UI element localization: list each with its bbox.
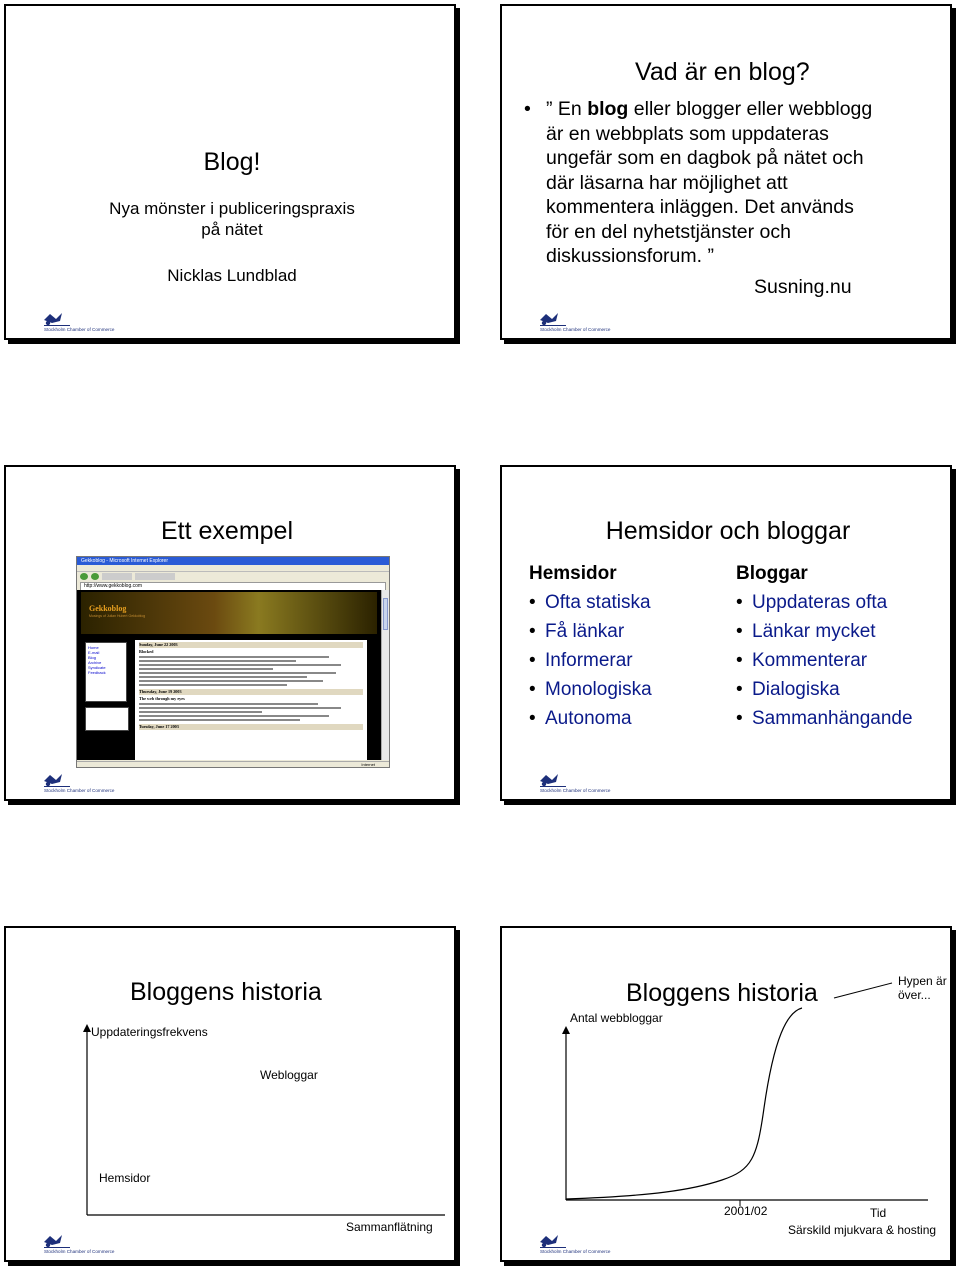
post-date: Sunday, June 22 2003: [139, 642, 363, 648]
quote-line: för en del nyhetstjänster och: [546, 220, 791, 243]
list-item: • Dialogiska: [736, 679, 840, 700]
slide-6: [500, 926, 952, 1262]
list-item: • Få länkar: [529, 621, 625, 642]
axes: [6, 928, 456, 1262]
nav-link[interactable]: Blog: [88, 655, 97, 660]
list-item: • Sammanhängande: [736, 708, 913, 729]
address-bar: http://www.gekkoblog.com: [80, 582, 386, 591]
svg-text:Stockholm Chamber of Commerce: Stockholm Chamber of Commerce: [540, 1249, 611, 1254]
chamber-logo: [538, 310, 616, 332]
nav-link[interactable]: E-mail: [88, 650, 100, 655]
blog-name: Gekkoblog: [89, 604, 127, 613]
slide-3: [4, 465, 456, 801]
chamber-logo-icon: [42, 771, 120, 793]
y-axis-arrow: [83, 1024, 91, 1032]
svg-text:Stockholm Chamber of Commerce: Stockholm Chamber of Commerce: [44, 788, 115, 793]
svg-text:Stockholm Chamber of Commerce: Stockholm Chamber of Commerce: [44, 327, 115, 332]
quote-line: kommentera inläggen. Det används: [546, 196, 854, 218]
y-axis-label: Uppdateringsfrekvens: [91, 1025, 208, 1039]
chamber-logo-icon: [42, 310, 120, 332]
list-item: • Informerar: [529, 650, 633, 671]
label-webloggar: Webloggar: [260, 1068, 318, 1082]
nav-link[interactable]: Archive: [88, 660, 102, 665]
slide-5: [4, 926, 456, 1262]
slide-title: Vad är en blog?: [635, 58, 810, 86]
definition-quote: [524, 97, 944, 269]
post-title: Blocked: [139, 648, 154, 654]
list-item: • Uppdateras ofta: [736, 592, 888, 613]
chamber-logo: [42, 310, 120, 332]
x-axis-label: Sammanflätning: [346, 1220, 433, 1234]
x-tick-label: 2001/02: [724, 1204, 768, 1218]
column-heading: Bloggar: [736, 563, 808, 584]
list-item: • Autonoma: [529, 708, 632, 729]
label-hemsidor: Hemsidor: [99, 1171, 151, 1185]
hemsidor-column: [529, 559, 729, 733]
nav-link[interactable]: Home: [88, 645, 99, 650]
y-axis-label: Antal webbloggar: [570, 1011, 663, 1025]
note-text: Särskild mjukvara & hosting: [788, 1223, 937, 1237]
post-title: The web through my eyes: [139, 695, 185, 701]
slide-title: Bloggens historia: [626, 979, 818, 1007]
column-heading: Hemsidor: [529, 563, 617, 584]
post-date: Thursday, June 19 2003: [139, 689, 363, 695]
list-item: • Länkar mycket: [736, 621, 876, 642]
post-date: Tuesday, June 17 2003: [139, 724, 363, 730]
blog-screenshot: [76, 556, 390, 768]
list-item: • Monologiska: [529, 679, 652, 700]
list-item: • Ofta statiska: [529, 592, 651, 613]
y-axis-arrow: [562, 1026, 570, 1034]
quote-line: ungefär som en dagbok på nätet och: [546, 147, 864, 169]
chamber-logo-icon: [538, 771, 616, 793]
blog-sidebar: [85, 642, 127, 702]
quote-source: Susning.nu: [754, 276, 852, 298]
list-item: • Kommenterar: [736, 650, 868, 671]
x-axis-label: Tid: [870, 1206, 887, 1220]
blog-posts: [135, 640, 367, 760]
quote-line: där läsarna har möjlighet att: [546, 171, 788, 194]
subtitle-line-1: Nya mönster i publiceringspraxis: [109, 199, 355, 218]
bullet-dot: •: [524, 98, 531, 120]
nav-link[interactable]: Syndicate: [88, 665, 106, 670]
chamber-logo: [538, 1232, 616, 1254]
blog-tagline: Musings of Julian Hubert Gekkoblog: [89, 614, 146, 618]
chamber-logo: [42, 771, 120, 793]
quote-line-1: ” En blog eller blogger eller webblogg: [546, 98, 873, 120]
annotation: Hypen är över...: [898, 974, 947, 1002]
nav-link[interactable]: Feedback: [88, 670, 106, 675]
page-content: [77, 590, 381, 760]
growth-curve: [566, 1008, 802, 1199]
annotation-pointer: [834, 983, 892, 998]
subtitle-line-2: på nätet: [201, 220, 263, 239]
toolbar: [77, 572, 389, 581]
slide-4: [500, 465, 952, 801]
bloggar-column: [736, 559, 946, 733]
menu-bar: [77, 565, 389, 572]
chamber-logo-icon: [538, 310, 616, 332]
chamber-logo-icon: [42, 1232, 120, 1254]
slide-title: Blog!: [203, 148, 261, 176]
quote-line-last: diskussionsforum. ”: [546, 245, 714, 267]
blog-sidebar-box: [85, 707, 129, 731]
quote-line: är en webbplats som uppdateras: [546, 122, 829, 145]
scrollbar[interactable]: [381, 590, 389, 760]
blog-header: [81, 592, 377, 634]
chamber-logo: [538, 771, 616, 793]
slide-1: [4, 4, 456, 340]
slide-subtitle: [6, 198, 456, 240]
svg-text:Stockholm Chamber of Commerce: Stockholm Chamber of Commerce: [540, 788, 611, 793]
slide-title: Bloggens historia: [130, 978, 322, 1006]
slide-2: [500, 4, 952, 340]
chamber-logo: [42, 1232, 120, 1254]
status-bar: Internet: [77, 761, 389, 767]
chamber-logo-icon: [538, 1232, 616, 1254]
slide-title: Ett exempel: [161, 517, 294, 545]
svg-text:Stockholm Chamber of Commerce: Stockholm Chamber of Commerce: [540, 327, 611, 332]
author-name: Nicklas Lundblad: [167, 266, 297, 285]
window-titlebar: Gekkoblog - Microsoft Internet Explorer: [77, 557, 389, 565]
svg-text:Stockholm Chamber of Commerce: Stockholm Chamber of Commerce: [44, 1249, 115, 1254]
slide-title: Hemsidor och bloggar: [605, 517, 851, 545]
